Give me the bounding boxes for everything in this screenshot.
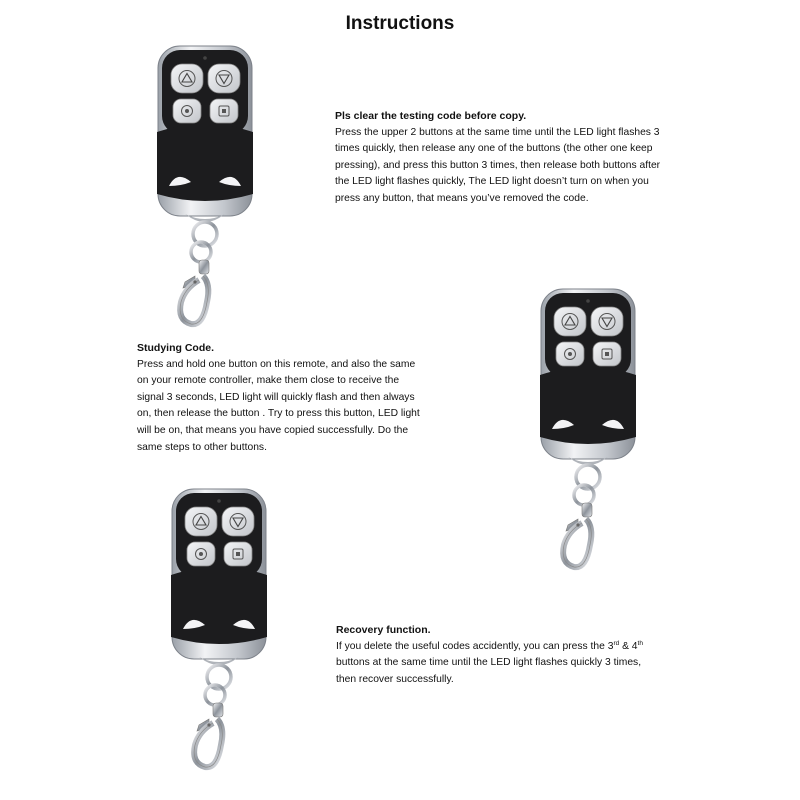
remote-image-1 [155,44,255,334]
clear-code-line: pressing), and press this button 3 times, then release both buttons after [335,159,661,171]
clear-code-heading: Pls clear the testing code before copy. [335,110,527,122]
remote-image-3 [169,487,269,777]
studying-code-line: on your remote controller, make them close to receive the [137,375,400,387]
clear-code-section [335,108,775,208]
clear-code-line: times quickly, then release any one of the buttons (the other one keep [335,143,653,155]
recovery-line: then recover successfully. [336,673,454,685]
clear-code-line: Press the upper 2 buttons at the same time until the LED light flashes 3 [335,126,660,138]
studying-code-line: will be on, that means you have copied successfully. Do the [137,424,409,436]
recovery-line-text: If you delete the useful codes accidently, you can press the 3 [336,640,614,652]
page-title: Instructions [345,13,455,34]
clear-code-line: press any button, that means you’ve removed the code. [335,192,589,204]
recovery-line-text: & 4 [619,640,638,652]
recovery-heading: Recovery function. [336,624,431,636]
studying-code-line: signal 3 seconds, LED light will quickly flash and then always [137,391,415,403]
studying-code-section [137,340,497,456]
clear-code-line: the LED light flashes quickly, The LED light doesn’t turn on when you [335,176,649,188]
studying-code-heading: Studying Code. [137,342,214,354]
superscript-rd: rd [613,639,620,647]
recovery-line [336,639,776,656]
remote-image-2 [538,287,638,577]
studying-code-line: same steps to other buttons. [137,441,267,453]
studying-code-line: on, then release the button . Try to press this button, LED light [137,408,420,420]
recovery-section [336,622,776,688]
recovery-line: buttons at the same time until the LED light flashes quickly 3 times, [336,657,642,669]
superscript-th: th [637,639,643,647]
studying-code-line: Press and hold one button on this remote, and also the same [137,358,416,370]
